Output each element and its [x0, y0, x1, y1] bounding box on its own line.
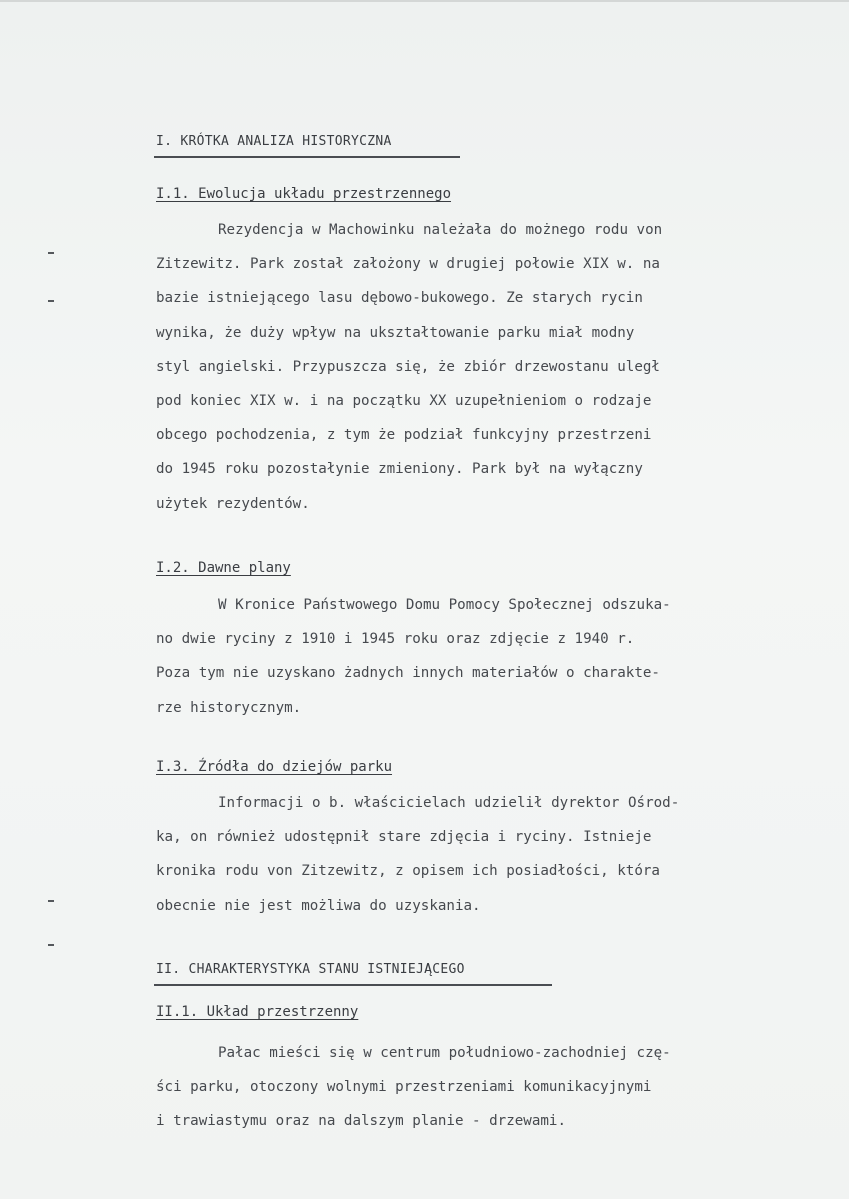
section-heading-text: II. CHARAKTERYSTYKA STANU ISTNIEJĄCEGO [156, 962, 465, 977]
subsection-title: I.3. Źródła do dziejów parku [156, 759, 393, 775]
text-line: ści parku, otoczony wolnymi przestrzeniami komunikacyjnymi [156, 1079, 652, 1096]
text-line: bazie istniejącego lasu dębowo-bukowego. Ze starych rycin [156, 290, 643, 307]
text-line: obcego pochodzenia, z tym że podział funkcyjny przestrzeni [156, 427, 652, 444]
text-line: Pałac mieści się w centrum południowo-zachodniej czę- [218, 1045, 671, 1061]
margin-mark [48, 900, 54, 902]
text-line: ka, on również udostępnił stare zdjęcia i ryciny. Istnieje [156, 829, 652, 846]
page-edge [0, 0, 849, 2]
subsection-title: I.1. Ewolucja układu przestrzennego [156, 186, 452, 202]
subsection-title: I.2. Dawne plany [156, 560, 291, 576]
section-heading-text: I. KRÓTKA ANALIZA HISTORYCZNA [156, 134, 392, 149]
paragraph [156, 213, 776, 521]
text-line: Zitzewitz. Park został założony w drugiej połowie XIX w. na [156, 256, 660, 273]
subsection-title: II.1. Układ przestrzenny [156, 1004, 359, 1020]
margin-mark [48, 252, 54, 254]
text-line: no dwie ryciny z 1910 i 1945 roku oraz zdjęcie z 1940 r. [156, 631, 635, 648]
paragraph [156, 1036, 776, 1139]
text-line: styl angielski. Przypuszcza się, że zbiór drzewostanu uległ [156, 358, 660, 375]
section-heading [156, 134, 392, 149]
text-line: wynika, że duży wpływ na ukształtowanie parku miał modny [156, 324, 635, 341]
paragraph [156, 786, 776, 923]
text-line: rze historycznym. [156, 699, 302, 716]
text-line: do 1945 roku pozostałynie zmieniony. Park był na wyłączny [156, 461, 643, 478]
text-line: kronika rodu von Zitzewitz, z opisem ich posiadłości, która [156, 863, 660, 880]
text-line: użytek rezydentów. [156, 495, 310, 512]
text-line: obecnie nie jest możliwa do uzyskania. [156, 897, 481, 914]
heading-rule [154, 984, 552, 986]
margin-mark [48, 300, 54, 302]
paragraph [156, 588, 776, 725]
text-line: i trawiastymu oraz na dalszym planie - drzewami. [156, 1113, 566, 1130]
margin-mark [48, 944, 54, 946]
text-line: Poza tym nie uzyskano żadnych innych materiałów o charakte- [156, 665, 660, 682]
text-line: Rezydencja w Machowinku należała do możnego rodu von [218, 222, 663, 238]
section-heading [156, 962, 465, 977]
text-line: W Kronice Państwowego Domu Pomocy Społecznej odszuka- [218, 597, 671, 613]
text-line: pod koniec XIX w. i na początku XX uzupełnieniom o rodzaje [156, 393, 652, 410]
text-line: Informacji o b. właścicielach udzielił dyrektor Ośrod- [218, 795, 680, 811]
heading-rule [154, 156, 460, 158]
